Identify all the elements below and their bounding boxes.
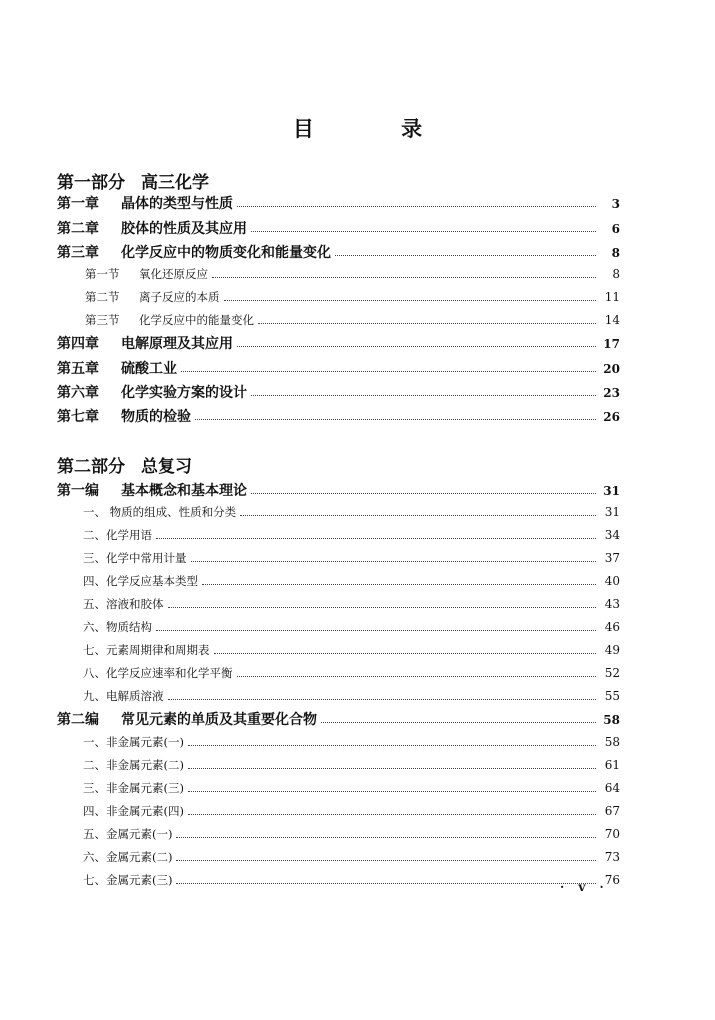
toc-chapter-4[interactable] — [57, 333, 620, 353]
item-title: 二、非金属元素(二) — [83, 758, 184, 772]
toc-item[interactable] — [83, 849, 620, 865]
dot-leader — [237, 676, 597, 677]
dot-leader — [191, 561, 597, 562]
page-number: 31 — [604, 505, 620, 519]
toc-item[interactable] — [83, 596, 620, 612]
chapter-title: 电解原理及其应用 — [121, 336, 233, 352]
dot-leader — [224, 300, 597, 301]
item-title: 四、非金属元素(四) — [83, 804, 184, 818]
toc-item[interactable] — [83, 872, 620, 888]
part-label: 第一部分 — [57, 173, 125, 193]
toc-item[interactable] — [83, 734, 620, 750]
toc-item[interactable] — [83, 803, 620, 819]
dot-leader — [251, 493, 596, 494]
item-title: 一、非金属元素(一) — [83, 735, 184, 749]
chapter-number: 第三章 — [57, 245, 99, 261]
part-heading-2 — [57, 452, 192, 477]
toc-section-2[interactable] — [85, 289, 620, 305]
chapter-number: 第二章 — [57, 221, 99, 237]
item-title: 六、金属元素(二) — [83, 850, 173, 864]
unit-title: 常见元素的单质及其重要化合物 — [121, 712, 317, 728]
page-number: 73 — [604, 850, 620, 864]
toc-item[interactable] — [83, 665, 620, 681]
dot-leader — [237, 206, 596, 207]
dot-leader — [335, 255, 596, 256]
dot-leader — [156, 630, 596, 631]
page-number: 55 — [604, 689, 620, 703]
section-number: 第一节 — [85, 267, 120, 281]
toc-chapter-7[interactable] — [57, 406, 620, 426]
section-number: 第三节 — [85, 313, 120, 327]
toc-item[interactable] — [83, 780, 620, 796]
dot-leader — [188, 768, 596, 769]
toc-unit-2[interactable] — [57, 709, 620, 729]
part-name: 高三化学 — [141, 173, 209, 193]
item-title: 九、电解质溶液 — [83, 689, 164, 703]
unit-title: 基本概念和基本理论 — [121, 483, 247, 499]
section-title: 离子反应的本质 — [139, 290, 220, 304]
chapter-title: 化学反应中的物质变化和能量变化 — [121, 245, 331, 261]
dot-leader — [176, 860, 596, 861]
page-number: 17 — [603, 337, 620, 351]
dot-leader — [188, 814, 596, 815]
page-number: 58 — [604, 735, 620, 749]
dot-leader — [176, 837, 596, 838]
item-title: 一、 物质的组成、性质和分类 — [83, 505, 237, 519]
page-number: 3 — [611, 197, 620, 211]
toc-chapter-2[interactable] — [57, 218, 620, 238]
page-number: 52 — [604, 666, 620, 680]
chapter-number: 第七章 — [57, 409, 99, 425]
page-number: 6 — [611, 222, 620, 236]
item-title: 五、溶液和胶体 — [83, 597, 164, 611]
part-label: 第二部分 — [57, 457, 125, 477]
chapter-title: 晶体的类型与性质 — [121, 196, 233, 212]
page-number: 58 — [603, 713, 620, 727]
chapter-number: 第四章 — [57, 336, 99, 352]
item-title: 五、金属元素(一) — [83, 827, 173, 841]
dot-leader — [251, 395, 596, 396]
page-number: 61 — [604, 758, 620, 772]
page-number: 31 — [603, 484, 620, 498]
page-number: 64 — [604, 781, 620, 795]
toc-unit-1[interactable] — [57, 480, 620, 500]
chapter-title: 化学实验方案的设计 — [121, 385, 247, 401]
unit-number: 第二编 — [57, 712, 99, 728]
dot-leader — [212, 277, 596, 278]
page-title: 目 录 — [292, 116, 463, 141]
chapter-number: 第五章 — [57, 361, 99, 377]
dot-leader — [240, 515, 596, 516]
chapter-number: 第六章 — [57, 385, 99, 401]
toc-chapter-3[interactable] — [57, 242, 620, 262]
toc-chapter-5[interactable] — [57, 358, 620, 378]
dot-leader — [258, 323, 596, 324]
page-footer-number: · v · — [560, 880, 609, 894]
dot-leader — [321, 722, 596, 723]
page-number: 8 — [611, 246, 620, 260]
page-number: 14 — [604, 313, 620, 327]
chapter-title: 硫酸工业 — [121, 361, 177, 377]
chapter-number: 第一章 — [57, 196, 99, 212]
section-title: 化学反应中的能量变化 — [139, 313, 254, 327]
page-number: 37 — [604, 551, 620, 565]
toc-item[interactable] — [83, 527, 620, 543]
dot-leader — [202, 584, 596, 585]
dot-leader — [188, 791, 596, 792]
dot-leader — [237, 346, 596, 347]
section-number: 第二节 — [85, 290, 120, 304]
dot-leader — [251, 231, 596, 232]
dot-leader — [214, 653, 597, 654]
dot-leader — [195, 419, 596, 420]
dot-leader — [176, 883, 596, 884]
page-number: 46 — [604, 620, 620, 634]
toc-chapter-1[interactable] — [57, 193, 620, 213]
item-title: 六、物质结构 — [83, 620, 152, 634]
page-number: 49 — [604, 643, 620, 657]
chapter-title: 物质的检验 — [121, 409, 191, 425]
page-number: 76 — [604, 873, 620, 887]
item-title: 七、元素周期律和周期表 — [83, 643, 210, 657]
unit-number: 第一编 — [57, 483, 99, 499]
page-number: 11 — [604, 290, 620, 304]
toc-item[interactable] — [83, 826, 620, 842]
toc-chapter-6[interactable] — [57, 382, 620, 402]
dot-leader — [181, 371, 596, 372]
chapter-title: 胶体的性质及其应用 — [121, 221, 247, 237]
part-heading-1 — [57, 168, 209, 193]
item-title: 三、化学中常用计量 — [83, 551, 187, 565]
page-number: 8 — [612, 267, 620, 281]
page-number: 26 — [603, 410, 620, 424]
dot-leader — [168, 699, 597, 700]
toc-item[interactable] — [83, 504, 620, 520]
page-number: 67 — [604, 804, 620, 818]
item-title: 二、化学用语 — [83, 528, 152, 542]
toc-item[interactable] — [83, 550, 620, 566]
toc-section-3[interactable] — [85, 312, 620, 328]
toc-item[interactable] — [83, 573, 620, 589]
page-number: 40 — [604, 574, 620, 588]
item-title: 四、化学反应基本类型 — [83, 574, 198, 588]
dot-leader — [156, 538, 596, 539]
page-number: 43 — [604, 597, 620, 611]
part-name: 总复习 — [141, 457, 192, 477]
page-number: 23 — [603, 386, 620, 400]
dot-leader — [168, 607, 597, 608]
page-number: 20 — [603, 362, 620, 376]
toc-item[interactable] — [83, 642, 620, 658]
toc-item[interactable] — [83, 619, 620, 635]
toc-section-1[interactable] — [85, 266, 620, 282]
page-number: 34 — [604, 528, 620, 542]
page-number: 70 — [604, 827, 620, 841]
dot-leader — [188, 745, 596, 746]
item-title: 七、金属元素(三) — [83, 873, 173, 887]
toc-item[interactable] — [83, 757, 620, 773]
toc-item[interactable] — [83, 688, 620, 704]
item-title: 八、化学反应速率和化学平衡 — [83, 666, 233, 680]
item-title: 三、非金属元素(三) — [83, 781, 184, 795]
section-title: 氧化还原反应 — [139, 267, 208, 281]
